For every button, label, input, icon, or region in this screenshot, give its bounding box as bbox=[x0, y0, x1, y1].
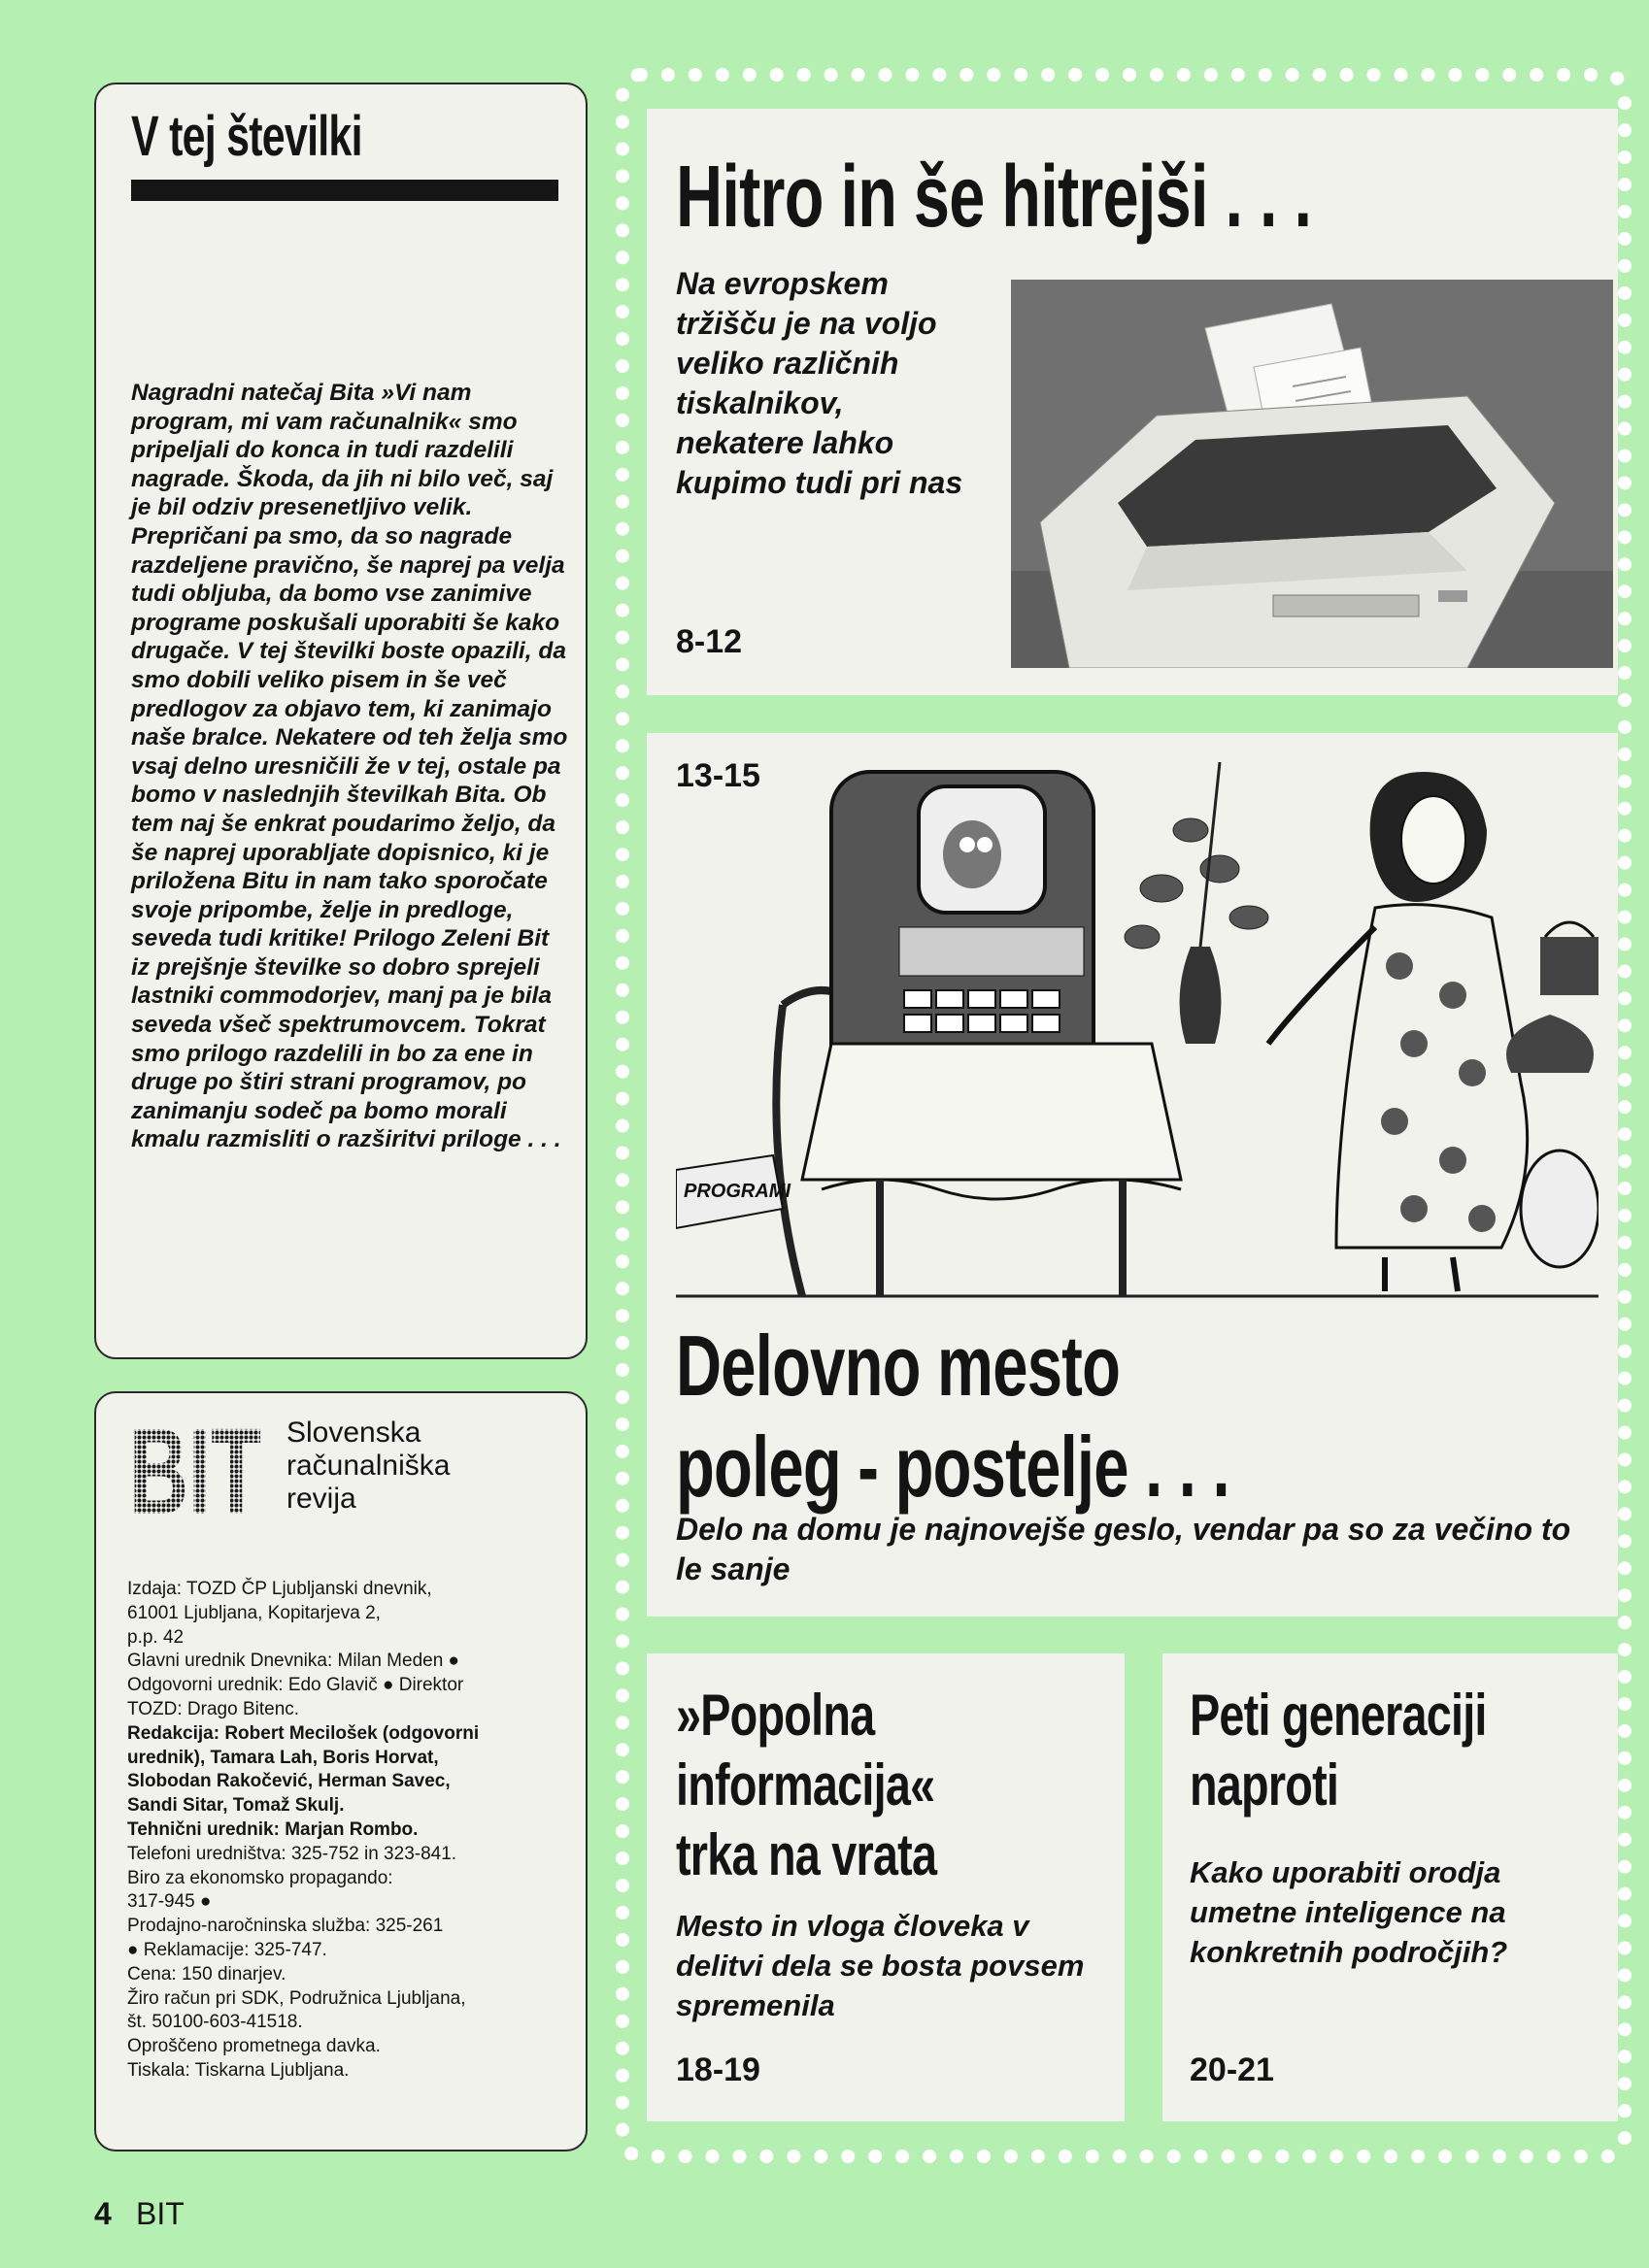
headline-line: naproti bbox=[1190, 1752, 1339, 1818]
masthead-box bbox=[94, 1391, 588, 2151]
cartoon-box-label: PROGRAMI bbox=[684, 1181, 791, 1202]
imprint-line: Tehnični urednik: Marjan Rombo. bbox=[127, 1818, 419, 1840]
tagline-line: Slovenska bbox=[286, 1417, 421, 1449]
printer-photo bbox=[1011, 280, 1613, 668]
headline-line: informacija« bbox=[676, 1752, 935, 1818]
bit-logo bbox=[127, 1420, 263, 1518]
imprint-line: urednik), Tamara Lah, Boris Horvat, bbox=[127, 1747, 439, 1768]
headline-line: poleg - postelje . . . bbox=[676, 1418, 1229, 1515]
cartoon-illustration bbox=[676, 752, 1599, 1298]
article-teaser: Na evropskem tržišču je na voljo veliko različnih tiskalnikov, nekatere lahko kupimo tudi pri nas bbox=[676, 266, 963, 500]
article-teaser: Delo na domu je najnovejše geslo, vendar pa so za večino to le sanje bbox=[676, 1512, 1571, 1586]
footer-magazine-name: BIT bbox=[136, 2196, 185, 2231]
toc-box bbox=[94, 83, 588, 1359]
article-page-range: 13-15 bbox=[676, 757, 760, 794]
imprint-line: Tiskala: Tiskarna Ljubljana. bbox=[127, 2059, 350, 2081]
imprint-line: p.p. 42 bbox=[127, 1626, 185, 1648]
article-page-range: 20-21 bbox=[1190, 2051, 1274, 2088]
imprint bbox=[127, 1578, 555, 2084]
article-teaser: Mesto in vloga človeka v delitvi dela se bosta povsem spremenila bbox=[676, 1909, 1085, 2022]
headline-line: trka na vrata bbox=[676, 1822, 937, 1887]
article-headline: Hitro in še hitrejši . . . bbox=[676, 149, 1312, 246]
imprint-line: Slobodan Rakočević, Herman Savec, bbox=[127, 1771, 451, 1792]
imprint-line: Biro za ekonomsko propagando: bbox=[127, 1867, 393, 1888]
imprint-line: Odgovorni urednik: Edo Glavič ● Direktor bbox=[127, 1675, 464, 1696]
imprint-line: Glavni urednik Dnevnika: Milan Meden ● bbox=[127, 1651, 460, 1672]
imprint-line: Oproščeno prometnega davka. bbox=[127, 2036, 381, 2057]
headline-line: Delovno mesto bbox=[676, 1317, 1121, 1414]
article-page-range: 8-12 bbox=[676, 623, 743, 660]
imprint-line: Telefoni uredništva: 325-752 in 323-841. bbox=[127, 1843, 457, 1864]
article-fifth-generation[interactable] bbox=[1162, 1653, 1618, 2121]
footer-page-number: 4 bbox=[94, 2196, 112, 2231]
imprint-line: št. 50100-603-41518. bbox=[127, 2012, 303, 2033]
tagline-line: revija bbox=[286, 1483, 356, 1515]
imprint-line: Cena: 150 dinarjev. bbox=[127, 1963, 286, 1984]
article-headline bbox=[676, 1316, 1229, 1518]
article-teaser: Kako uporabiti orodja umetne inteligence na konkretnih področjih? bbox=[1190, 1855, 1508, 1969]
tagline-line: računalniška bbox=[286, 1450, 451, 1482]
imprint-line: 317-945 ● bbox=[127, 1891, 212, 1913]
bit-logo-text: BIT bbox=[129, 1420, 261, 1518]
toc-title-rule bbox=[131, 180, 558, 201]
imprint-line: 61001 Ljubljana, Kopitarjeva 2, bbox=[127, 1602, 381, 1623]
imprint-line: Redakcija: Robert Mecilošek (odgovorni bbox=[127, 1722, 480, 1744]
imprint-line: TOZD: Drago Bitenc. bbox=[127, 1698, 300, 1719]
article-page-range: 18-19 bbox=[676, 2051, 760, 2088]
imprint-line: Sandi Sitar, Tomaž Skulj. bbox=[127, 1795, 345, 1817]
article-printers[interactable] bbox=[647, 109, 1618, 695]
imprint-line: Izdaja: TOZD ČP Ljubljanski dnevnik, bbox=[127, 1579, 432, 1599]
imprint-line: ● Reklamacije: 325-747. bbox=[127, 1939, 327, 1960]
headline-line: Peti generaciji bbox=[1190, 1683, 1487, 1748]
article-headline bbox=[1190, 1681, 1487, 1820]
headline-line: »Popolna bbox=[676, 1683, 875, 1748]
toc-title: V tej številki bbox=[131, 105, 362, 168]
masthead-tagline bbox=[286, 1417, 568, 1516]
article-work-from-home[interactable] bbox=[647, 733, 1618, 1617]
article-headline bbox=[676, 1681, 936, 1890]
imprint-line: Žiro račun pri SDK, Podružnica Ljubljana, bbox=[127, 1987, 466, 2009]
article-complete-information[interactable] bbox=[647, 1653, 1125, 2121]
editorial-text: Nagradni natečaj Bita »Vi nam program, mi vam računalnik« smo pripeljali do konca in tudi razdelili nagrade. Škoda, da jih ni bilo več, saj je bil odziv presenetljivo velik. Prepričani pa smo, da so nagrade razdeljene pravično, še naprej pa velja tudi obljuba, da bomo vse zanimive programe poskušali uporabiti še kako drugače. V tej številki boste opazili, da smo dobili veliko pisem in še več predlogov za objavo tem, ki zanimajo naše bralce. Nekatere od teh želja smo vsaj delno uresničili že v tej, ostale pa bomo v naslednjih številkah Bita. Ob tem naj še enkrat poudarimo željo, da še naprej uporabljate dopisnico, ki je priložena Bitu in nam tako sporočate svoje pripombe, želje in predloge, seveda tudi kritike! Prilogo Zeleni Bit iz prejšnje številke so dobro sprejeli lastniki commodorjev, manj pa je bila seveda všeč spektrumovcem. Tokrat smo prilogo razdelili in bo za ene in druge po štiri strani programov, po zanimanju sodeč pa bomo morali kmalu razmisliti o razširitvi priloge . . . bbox=[131, 380, 568, 1153]
imprint-line: Prodajno-naročninska služba: 325-261 bbox=[127, 1916, 444, 1937]
